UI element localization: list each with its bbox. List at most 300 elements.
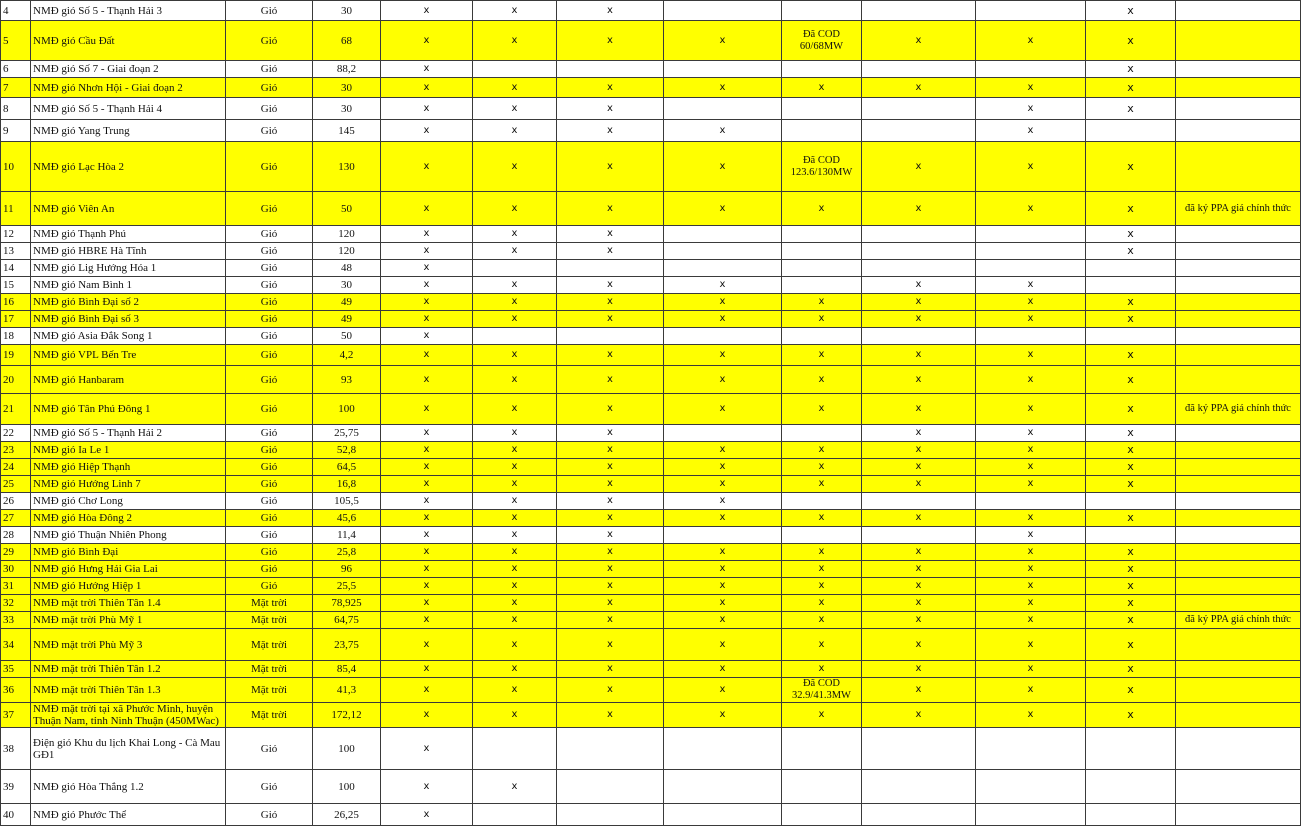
energy-type-cell: Mặt trời [226,703,313,728]
status-mark-4-cell: x [664,442,782,459]
table-body [1,1,1301,826]
status-mark-8-cell: x [1086,226,1176,243]
capacity-mw-cell: 30 [313,1,381,21]
energy-type-cell: Gió [226,243,313,260]
energy-type-cell: Gió [226,192,313,226]
status-mark-1-cell: x [381,260,473,277]
status-mark-cod-cell [782,120,862,142]
table-row [1,561,1301,578]
note-cell [1176,493,1301,510]
status-mark-cod-cell [782,804,862,826]
row-number-cell: 27 [1,510,31,527]
status-mark-1-cell: x [381,192,473,226]
plant-name-cell: NMĐ mặt trời Thiên Tân 1.4 [31,595,226,612]
status-mark-2-cell: x [473,243,557,260]
status-mark-2-cell: x [473,612,557,629]
plant-name-cell: NMĐ gió Bình Đại số 3 [31,311,226,328]
plant-name-cell: NMĐ mặt trời Phù Mỹ 1 [31,612,226,629]
plant-name-cell: NMĐ mặt trời Thiên Tân 1.3 [31,678,226,703]
status-mark-2-cell: x [473,442,557,459]
status-mark-7-cell: x [976,98,1086,120]
status-mark-4-cell: x [664,561,782,578]
status-mark-2-cell: x [473,770,557,804]
note-cell [1176,21,1301,61]
status-mark-2-cell: x [473,595,557,612]
status-mark-cod-cell: x [782,366,862,394]
status-mark-cod-cell: x [782,192,862,226]
energy-type-cell: Gió [226,1,313,21]
table-row [1,510,1301,527]
table-row [1,728,1301,770]
status-mark-4-cell [664,243,782,260]
plant-name-cell: NMĐ gió Số 5 - Thạnh Hải 3 [31,1,226,21]
status-mark-2-cell: x [473,21,557,61]
status-mark-7-cell: x [976,661,1086,678]
energy-type-cell: Gió [226,78,313,98]
status-mark-1-cell: x [381,595,473,612]
status-mark-cod-cell: x [782,612,862,629]
status-mark-8-cell: x [1086,142,1176,192]
capacity-mw-cell: 120 [313,226,381,243]
status-mark-2-cell: x [473,311,557,328]
status-mark-7-cell: x [976,629,1086,661]
note-cell: đã ký PPA giá chính thức [1176,612,1301,629]
status-mark-3-cell: x [557,366,664,394]
energy-type-cell: Mặt trời [226,661,313,678]
status-mark-8-cell: x [1086,678,1176,703]
energy-type-cell: Gió [226,311,313,328]
energy-type-cell: Gió [226,120,313,142]
status-mark-1-cell: x [381,544,473,561]
row-number-cell: 33 [1,612,31,629]
plant-name-cell: NMĐ gió VPL Bến Tre [31,345,226,366]
status-mark-1-cell: x [381,703,473,728]
status-mark-7-cell: x [976,366,1086,394]
status-mark-7-cell [976,260,1086,277]
status-mark-1-cell: x [381,459,473,476]
capacity-mw-cell: 100 [313,770,381,804]
status-mark-3-cell: x [557,578,664,595]
status-mark-4-cell [664,770,782,804]
note-cell [1176,629,1301,661]
status-mark-6-cell: x [862,578,976,595]
capacity-mw-cell: 25,75 [313,425,381,442]
capacity-mw-cell: 52,8 [313,442,381,459]
status-mark-3-cell: x [557,561,664,578]
status-mark-3-cell: x [557,98,664,120]
table-row [1,345,1301,366]
capacity-mw-cell: 64,5 [313,459,381,476]
status-mark-8-cell: x [1086,21,1176,61]
status-mark-4-cell: x [664,493,782,510]
energy-type-cell: Mặt trời [226,612,313,629]
status-mark-8-cell [1086,277,1176,294]
row-number-cell: 23 [1,442,31,459]
status-mark-1-cell: x [381,366,473,394]
table-row [1,703,1301,728]
status-mark-4-cell: x [664,595,782,612]
status-mark-7-cell: x [976,476,1086,493]
note-cell [1176,425,1301,442]
table-row [1,544,1301,561]
capacity-mw-cell: 100 [313,728,381,770]
note-cell [1176,260,1301,277]
note-cell [1176,476,1301,493]
status-mark-cod-cell [782,277,862,294]
row-number-cell: 39 [1,770,31,804]
status-mark-cod-cell: x [782,78,862,98]
capacity-mw-cell: 145 [313,120,381,142]
row-number-cell: 36 [1,678,31,703]
plant-name-cell: NMĐ gió Chơ Long [31,493,226,510]
status-mark-1-cell: x [381,612,473,629]
status-mark-6-cell: x [862,629,976,661]
status-mark-1-cell: x [381,394,473,425]
status-mark-8-cell: x [1086,629,1176,661]
status-mark-6-cell [862,770,976,804]
status-mark-8-cell: x [1086,294,1176,311]
row-number-cell: 5 [1,21,31,61]
status-mark-6-cell: x [862,595,976,612]
status-mark-8-cell: x [1086,561,1176,578]
status-mark-4-cell: x [664,366,782,394]
energy-type-cell: Gió [226,277,313,294]
status-mark-6-cell: x [862,703,976,728]
status-mark-1-cell: x [381,120,473,142]
plant-name-cell: NMĐ gió Hưng Hải Gia Lai [31,561,226,578]
status-mark-6-cell: x [862,78,976,98]
status-mark-cod-cell: Đã COD 60/68MW [782,21,862,61]
capacity-mw-cell: 11,4 [313,527,381,544]
plant-name-cell: NMĐ gió Phước Thể [31,804,226,826]
status-mark-7-cell: x [976,294,1086,311]
capacity-mw-cell: 25,5 [313,578,381,595]
energy-type-cell: Gió [226,142,313,192]
energy-type-cell: Gió [226,544,313,561]
status-mark-4-cell: x [664,678,782,703]
status-mark-cod-cell: x [782,459,862,476]
row-number-cell: 31 [1,578,31,595]
status-mark-1-cell: x [381,345,473,366]
capacity-mw-cell: 45,6 [313,510,381,527]
status-mark-8-cell [1086,120,1176,142]
status-mark-6-cell: x [862,142,976,192]
status-mark-4-cell [664,728,782,770]
status-mark-7-cell [976,243,1086,260]
table-row [1,612,1301,629]
table-row [1,578,1301,595]
energy-type-cell: Gió [226,328,313,345]
row-number-cell: 14 [1,260,31,277]
plant-name-cell: NMĐ gió Asia Đắk Song 1 [31,328,226,345]
capacity-mw-cell: 96 [313,561,381,578]
status-mark-8-cell: x [1086,61,1176,78]
plant-name-cell: NMĐ gió Nam Bình 1 [31,277,226,294]
capacity-mw-cell: 64,75 [313,612,381,629]
note-cell [1176,678,1301,703]
table-row [1,442,1301,459]
note-cell [1176,442,1301,459]
status-mark-6-cell [862,804,976,826]
status-mark-7-cell: x [976,544,1086,561]
plant-name-cell: NMĐ gió Hướng Linh 7 [31,476,226,493]
energy-type-cell: Gió [226,510,313,527]
note-cell: đã ký PPA giá chính thức [1176,192,1301,226]
capacity-mw-cell: 50 [313,192,381,226]
plant-name-cell: NMĐ gió Lig Hướng Hóa 1 [31,260,226,277]
status-mark-cod-cell [782,328,862,345]
energy-type-cell: Gió [226,260,313,277]
status-mark-2-cell: x [473,120,557,142]
energy-type-cell: Gió [226,770,313,804]
capacity-mw-cell: 172,12 [313,703,381,728]
status-mark-cod-cell: x [782,442,862,459]
energy-type-cell: Gió [226,493,313,510]
status-mark-8-cell: x [1086,98,1176,120]
note-cell [1176,120,1301,142]
row-number-cell: 4 [1,1,31,21]
status-mark-3-cell: x [557,493,664,510]
status-mark-2-cell: x [473,1,557,21]
status-mark-3-cell [557,770,664,804]
status-mark-2-cell: x [473,703,557,728]
row-number-cell: 38 [1,728,31,770]
status-mark-3-cell: x [557,703,664,728]
note-cell: đã ký PPA giá chính thức [1176,394,1301,425]
row-number-cell: 16 [1,294,31,311]
status-mark-7-cell: x [976,561,1086,578]
status-mark-8-cell: x [1086,476,1176,493]
status-mark-6-cell: x [862,612,976,629]
row-number-cell: 8 [1,98,31,120]
status-mark-6-cell: x [862,661,976,678]
status-mark-3-cell: x [557,311,664,328]
status-mark-6-cell [862,243,976,260]
status-mark-6-cell: x [862,544,976,561]
status-mark-3-cell: x [557,394,664,425]
status-mark-cod-cell: Đã COD 32.9/41.3MW [782,678,862,703]
status-mark-cod-cell: Đã COD 123.6/130MW [782,142,862,192]
capacity-mw-cell: 49 [313,294,381,311]
table-row [1,678,1301,703]
status-mark-1-cell: x [381,311,473,328]
capacity-mw-cell: 23,75 [313,629,381,661]
row-number-cell: 9 [1,120,31,142]
energy-type-cell: Gió [226,728,313,770]
row-number-cell: 7 [1,78,31,98]
row-number-cell: 11 [1,192,31,226]
status-mark-4-cell [664,425,782,442]
status-mark-4-cell [664,804,782,826]
plant-name-cell: NMĐ gió Bình Đại [31,544,226,561]
status-mark-8-cell: x [1086,510,1176,527]
row-number-cell: 35 [1,661,31,678]
status-mark-7-cell [976,804,1086,826]
capacity-mw-cell: 130 [313,142,381,192]
status-mark-cod-cell [782,493,862,510]
status-mark-cod-cell: x [782,703,862,728]
plant-name-cell: NMĐ gió Tân Phú Đông 1 [31,394,226,425]
table-row [1,459,1301,476]
capacity-mw-cell: 93 [313,366,381,394]
energy-type-cell: Gió [226,578,313,595]
note-cell [1176,78,1301,98]
status-mark-cod-cell: x [782,476,862,493]
table-row [1,661,1301,678]
row-number-cell: 26 [1,493,31,510]
capacity-mw-cell: 26,25 [313,804,381,826]
status-mark-7-cell [976,61,1086,78]
table-row [1,120,1301,142]
status-mark-8-cell: x [1086,703,1176,728]
capacity-mw-cell: 30 [313,277,381,294]
status-mark-6-cell [862,61,976,78]
status-mark-8-cell [1086,260,1176,277]
status-mark-4-cell [664,61,782,78]
status-mark-8-cell: x [1086,345,1176,366]
status-mark-1-cell: x [381,61,473,78]
note-cell [1176,328,1301,345]
status-mark-4-cell: x [664,311,782,328]
status-mark-cod-cell [782,770,862,804]
table-row [1,476,1301,493]
note-cell [1176,544,1301,561]
status-mark-6-cell: x [862,459,976,476]
status-mark-4-cell: x [664,476,782,493]
note-cell [1176,277,1301,294]
note-cell [1176,345,1301,366]
energy-type-cell: Mặt trời [226,678,313,703]
note-cell [1176,804,1301,826]
status-mark-4-cell: x [664,345,782,366]
row-number-cell: 28 [1,527,31,544]
table-row [1,425,1301,442]
status-mark-6-cell [862,493,976,510]
table-row [1,21,1301,61]
status-mark-8-cell: x [1086,425,1176,442]
status-mark-cod-cell [782,1,862,21]
capacity-mw-cell: 30 [313,98,381,120]
status-mark-cod-cell [782,61,862,78]
status-mark-7-cell [976,328,1086,345]
status-mark-2-cell: x [473,544,557,561]
status-mark-7-cell: x [976,78,1086,98]
status-mark-8-cell: x [1086,243,1176,260]
status-mark-2-cell: x [473,345,557,366]
status-mark-4-cell [664,98,782,120]
status-mark-4-cell: x [664,459,782,476]
row-number-cell: 17 [1,311,31,328]
plant-name-cell: NMĐ gió Hướng Hiệp 1 [31,578,226,595]
status-mark-2-cell: x [473,527,557,544]
status-mark-6-cell: x [862,294,976,311]
status-mark-2-cell [473,328,557,345]
note-cell [1176,459,1301,476]
status-mark-1-cell: x [381,277,473,294]
status-mark-cod-cell: x [782,394,862,425]
status-mark-3-cell [557,804,664,826]
note-cell [1176,561,1301,578]
row-number-cell: 25 [1,476,31,493]
note-cell [1176,311,1301,328]
status-mark-4-cell: x [664,394,782,425]
row-number-cell: 12 [1,226,31,243]
plant-name-cell: NMĐ mặt trời Phù Mỹ 3 [31,629,226,661]
status-mark-6-cell: x [862,394,976,425]
status-mark-7-cell [976,1,1086,21]
energy-type-cell: Gió [226,459,313,476]
status-mark-4-cell: x [664,629,782,661]
status-mark-1-cell: x [381,561,473,578]
capacity-mw-cell: 41,3 [313,678,381,703]
status-mark-7-cell: x [976,21,1086,61]
status-mark-1-cell: x [381,226,473,243]
status-mark-1-cell: x [381,294,473,311]
note-cell [1176,527,1301,544]
energy-type-cell: Gió [226,21,313,61]
status-mark-2-cell: x [473,476,557,493]
status-mark-2-cell: x [473,294,557,311]
status-mark-6-cell: x [862,561,976,578]
status-mark-3-cell: x [557,459,664,476]
status-mark-3-cell: x [557,510,664,527]
energy-type-cell: Gió [226,527,313,544]
status-mark-7-cell: x [976,120,1086,142]
note-cell [1176,770,1301,804]
status-mark-8-cell: x [1086,661,1176,678]
note-cell [1176,142,1301,192]
energy-type-cell: Mặt trời [226,595,313,612]
status-mark-2-cell: x [473,629,557,661]
status-mark-3-cell [557,260,664,277]
status-mark-3-cell: x [557,476,664,493]
row-number-cell: 34 [1,629,31,661]
capacity-mw-cell: 25,8 [313,544,381,561]
status-mark-4-cell: x [664,578,782,595]
energy-type-cell: Gió [226,61,313,78]
table-row [1,142,1301,192]
plant-name-cell: NMĐ gió Số 5 - Thạnh Hải 4 [31,98,226,120]
status-mark-6-cell: x [862,192,976,226]
status-mark-6-cell: x [862,678,976,703]
status-mark-8-cell [1086,728,1176,770]
status-mark-7-cell: x [976,345,1086,366]
note-cell [1176,294,1301,311]
status-mark-4-cell: x [664,544,782,561]
status-mark-6-cell: x [862,476,976,493]
table-row [1,78,1301,98]
plant-name-cell: NMĐ gió Thạnh Phú [31,226,226,243]
status-mark-8-cell: x [1086,394,1176,425]
status-mark-7-cell [976,226,1086,243]
status-mark-7-cell: x [976,595,1086,612]
status-mark-1-cell: x [381,78,473,98]
status-mark-8-cell [1086,527,1176,544]
status-mark-4-cell: x [664,142,782,192]
status-mark-7-cell: x [976,425,1086,442]
status-mark-3-cell: x [557,226,664,243]
status-mark-6-cell [862,226,976,243]
status-mark-1-cell: x [381,142,473,192]
energy-type-cell: Gió [226,442,313,459]
status-mark-4-cell [664,527,782,544]
status-mark-4-cell: x [664,703,782,728]
status-mark-6-cell [862,328,976,345]
status-mark-8-cell: x [1086,442,1176,459]
status-mark-1-cell: x [381,578,473,595]
status-mark-8-cell: x [1086,544,1176,561]
plant-name-cell: NMĐ gió HBRE Hà Tĩnh [31,243,226,260]
